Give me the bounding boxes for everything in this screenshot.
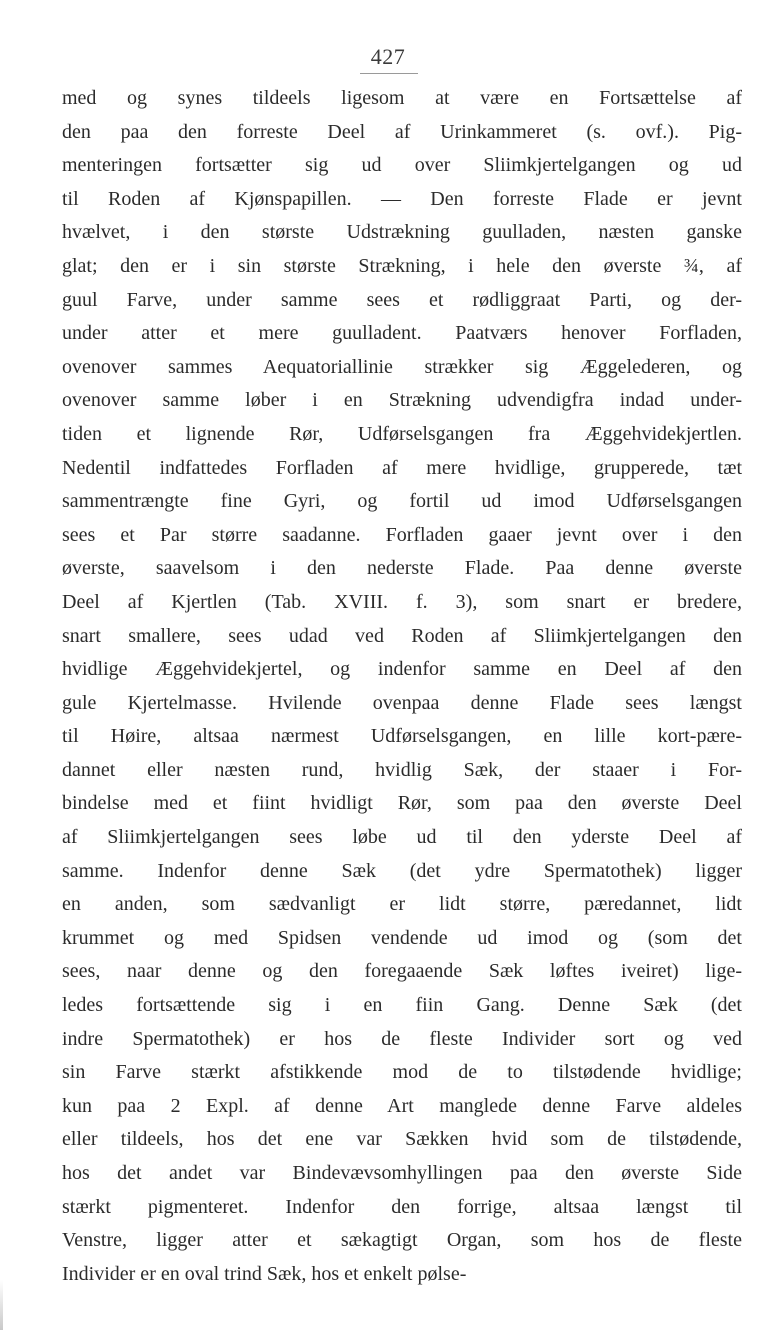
text-line: tiden et lignende Rør, Udførselsgangen fra Æggehvidekjertlen. <box>62 422 742 445</box>
text-line: snart smallere, sees udad ved Roden af Sliimkjertelgangen den <box>62 624 742 647</box>
text-line: ovenover sammes Aequatoriallinie strækker sig Æggelederen, og <box>62 355 742 378</box>
text-line: dannet eller næsten rund, hvidlig Sæk, der staaer i For- <box>62 758 742 781</box>
text-line: af Sliimkjertelgangen sees løbe ud til den yderste Deel af <box>62 826 742 849</box>
text-line: eller tildeels, hos det ene var Sækken hvid som de tilstødende, <box>62 1128 742 1151</box>
text-line: stærkt pigmenteret. Indenfor den forrige, altsaa længst til <box>62 1195 742 1218</box>
text-line: ledes fortsættende sig i en fiin Gang. Denne Sæk (det <box>62 994 742 1017</box>
text-line: krummet og med Spidsen vendende ud imod og (som det <box>62 926 742 949</box>
scan-edge-mark <box>0 1280 3 1330</box>
text-line: bindelse med et fiint hvidligt Rør, som paa den øverste Deel <box>62 792 742 815</box>
text-line: kun paa 2 Expl. af denne Art manglede denne Farve aldeles <box>62 1094 742 1117</box>
text-line: sees, naar denne og den foregaaende Sæk løftes iveiret) lige- <box>62 960 742 983</box>
text-line: Deel af Kjertlen (Tab. XVIII. f. 3), som snart er bredere, <box>62 590 742 613</box>
page-number: 427 <box>370 44 406 69</box>
text-line: til Høire, altsaa nærmest Udførselsgangen, en lille kort-pære- <box>62 725 742 748</box>
text-line: hos det andet var Bindevævsomhyllingen paa den øverste Side <box>62 1162 742 1184</box>
text-line: hvidlige Æggehvidekjertel, og indenfor samme en Deel af den <box>62 658 742 681</box>
text-line: under atter et mere guulladent. Paatværs henover Forfladen, <box>62 322 742 345</box>
text-line: en anden, som sædvanligt er lidt større, pæredannet, lidt <box>62 893 742 916</box>
text-line: øverste, saavelsom i den nederste Flade. Paa denne øverste <box>62 557 742 580</box>
text-line: Venstre, ligger atter et sækagtigt Organ, som hos de fleste <box>62 1229 742 1252</box>
text-line: sees et Par større saadanne. Forfladen gaaer jevnt over i den <box>62 523 742 546</box>
text-line: sin Farve stærkt afstikkende mod de to tilstødende hvidlige; <box>62 1061 742 1084</box>
text-line: gule Kjertelmasse. Hvilende ovenpaa denne Flade sees længst <box>62 691 742 714</box>
page-number-rule <box>360 73 418 74</box>
text-line: den paa den forreste Deel af Urinkammeret (s. ovf.). Pig- <box>62 120 742 143</box>
text-line: hvælvet, i den største Udstrækning guulladen, næsten ganske <box>62 221 742 244</box>
text-line: sammentrængte fine Gyri, og fortil ud imod Udførselsgangen <box>62 490 742 513</box>
text-line: guul Farve, under samme sees et rødliggraat Parti, og der- <box>62 288 742 311</box>
text-line: indre Spermatothek) er hos de fleste Individer sort og ved <box>62 1027 742 1050</box>
text-line: ovenover samme løber i en Strækning udvendigfra indad under- <box>62 389 742 412</box>
text-line: til Roden af Kjønspapillen. — Den forreste Flade er jevnt <box>62 187 742 210</box>
text-line: samme. Indenfor denne Sæk (det ydre Spermatothek) ligger <box>62 859 742 882</box>
text-line: menteringen fortsætter sig ud over Sliimkjertelgangen og ud <box>62 154 742 177</box>
body-text <box>62 82 742 1291</box>
text-line: Nedentil indfattedes Forfladen af mere hvidlige, grupperede, tæt <box>62 456 742 479</box>
text-line: Individer er en oval trind Sæk, hos et enkelt pølse- <box>62 1262 467 1285</box>
text-line: glat; den er i sin største Strækning, i hele den øverste ¾, af <box>62 254 742 277</box>
text-line: med og synes tildeels ligesom at være en Fortsættelse af <box>62 87 742 109</box>
